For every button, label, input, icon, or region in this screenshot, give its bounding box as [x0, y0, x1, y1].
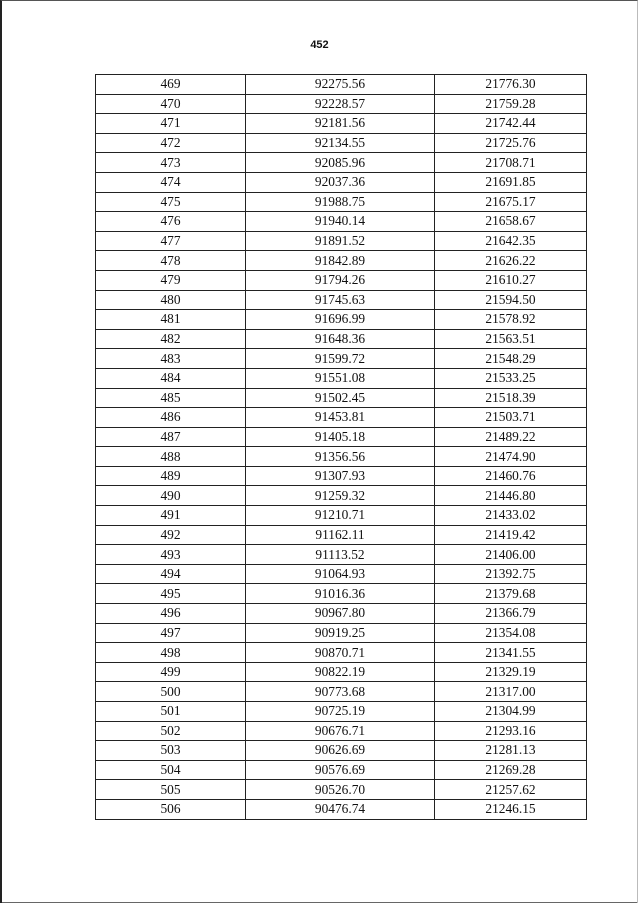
point-number-cell: 495 — [96, 584, 246, 604]
point-number-cell: 469 — [96, 75, 246, 95]
point-number-cell: 471 — [96, 114, 246, 134]
y-coordinate-cell: 21406.00 — [435, 545, 587, 565]
y-coordinate-cell: 21742.44 — [435, 114, 587, 134]
x-coordinate-cell: 90526.70 — [246, 780, 435, 800]
x-coordinate-cell: 90476.74 — [246, 799, 435, 819]
x-coordinate-cell: 91794.26 — [246, 270, 435, 290]
x-coordinate-cell: 91988.75 — [246, 192, 435, 212]
point-number-cell: 505 — [96, 780, 246, 800]
y-coordinate-cell: 21563.51 — [435, 329, 587, 349]
y-coordinate-cell: 21474.90 — [435, 447, 587, 467]
table-row — [96, 466, 587, 486]
table-row — [96, 212, 587, 232]
x-coordinate-cell: 92275.56 — [246, 75, 435, 95]
table-row — [96, 290, 587, 310]
y-coordinate-cell: 21626.22 — [435, 251, 587, 271]
table-row — [96, 388, 587, 408]
y-coordinate-cell: 21281.13 — [435, 741, 587, 761]
y-coordinate-cell: 21776.30 — [435, 75, 587, 95]
table-row — [96, 545, 587, 565]
point-number-cell: 483 — [96, 349, 246, 369]
table-row — [96, 486, 587, 506]
x-coordinate-cell: 91453.81 — [246, 408, 435, 428]
x-coordinate-cell: 91599.72 — [246, 349, 435, 369]
x-coordinate-cell: 91502.45 — [246, 388, 435, 408]
y-coordinate-cell: 21293.16 — [435, 721, 587, 741]
table-row — [96, 192, 587, 212]
x-coordinate-cell: 90870.71 — [246, 643, 435, 663]
point-number-cell: 499 — [96, 662, 246, 682]
x-coordinate-cell: 90676.71 — [246, 721, 435, 741]
x-coordinate-cell: 90967.80 — [246, 604, 435, 624]
x-coordinate-cell: 91940.14 — [246, 212, 435, 232]
x-coordinate-cell: 91307.93 — [246, 466, 435, 486]
y-coordinate-cell: 21433.02 — [435, 506, 587, 526]
table-row — [96, 310, 587, 330]
x-coordinate-cell: 91064.93 — [246, 564, 435, 584]
x-coordinate-cell: 90919.25 — [246, 623, 435, 643]
y-coordinate-cell: 21594.50 — [435, 290, 587, 310]
x-coordinate-cell: 92228.57 — [246, 94, 435, 114]
y-coordinate-cell: 21610.27 — [435, 270, 587, 290]
table-row — [96, 741, 587, 761]
point-number-cell: 473 — [96, 153, 246, 173]
table-row — [96, 114, 587, 134]
y-coordinate-cell: 21419.42 — [435, 525, 587, 545]
table-row — [96, 780, 587, 800]
point-number-cell: 475 — [96, 192, 246, 212]
point-number-cell: 506 — [96, 799, 246, 819]
point-number-cell: 497 — [96, 623, 246, 643]
x-coordinate-cell: 90626.69 — [246, 741, 435, 761]
table-row — [96, 682, 587, 702]
table-row — [96, 408, 587, 428]
table-row — [96, 368, 587, 388]
table-row — [96, 251, 587, 271]
table-row — [96, 721, 587, 741]
y-coordinate-cell: 21578.92 — [435, 310, 587, 330]
y-coordinate-cell: 21658.67 — [435, 212, 587, 232]
table-row — [96, 702, 587, 722]
table-row — [96, 447, 587, 467]
point-number-cell: 498 — [96, 643, 246, 663]
point-number-cell: 487 — [96, 427, 246, 447]
x-coordinate-cell: 90576.69 — [246, 760, 435, 780]
table-row — [96, 94, 587, 114]
y-coordinate-cell: 21759.28 — [435, 94, 587, 114]
x-coordinate-cell: 91891.52 — [246, 231, 435, 251]
y-coordinate-cell: 21548.29 — [435, 349, 587, 369]
table-row — [96, 153, 587, 173]
y-coordinate-cell: 21269.28 — [435, 760, 587, 780]
x-coordinate-cell: 91016.36 — [246, 584, 435, 604]
point-number-cell: 503 — [96, 741, 246, 761]
table-row — [96, 604, 587, 624]
x-coordinate-cell: 90822.19 — [246, 662, 435, 682]
y-coordinate-cell: 21708.71 — [435, 153, 587, 173]
table-row — [96, 270, 587, 290]
point-number-cell: 482 — [96, 329, 246, 349]
table-row — [96, 231, 587, 251]
table-row — [96, 662, 587, 682]
y-coordinate-cell: 21379.68 — [435, 584, 587, 604]
point-number-cell: 485 — [96, 388, 246, 408]
point-number-cell: 490 — [96, 486, 246, 506]
y-coordinate-cell: 21489.22 — [435, 427, 587, 447]
point-number-cell: 504 — [96, 760, 246, 780]
point-number-cell: 478 — [96, 251, 246, 271]
table-row — [96, 427, 587, 447]
point-number-cell: 493 — [96, 545, 246, 565]
point-number-cell: 500 — [96, 682, 246, 702]
table-row — [96, 329, 587, 349]
x-coordinate-cell: 91162.11 — [246, 525, 435, 545]
y-coordinate-cell: 21317.00 — [435, 682, 587, 702]
point-number-cell: 470 — [96, 94, 246, 114]
y-coordinate-cell: 21533.25 — [435, 368, 587, 388]
page-bottom-edge — [2, 902, 637, 903]
y-coordinate-cell: 21446.80 — [435, 486, 587, 506]
y-coordinate-cell: 21725.76 — [435, 133, 587, 153]
table-row — [96, 799, 587, 819]
point-number-cell: 484 — [96, 368, 246, 388]
point-number-cell: 479 — [96, 270, 246, 290]
x-coordinate-cell: 91113.52 — [246, 545, 435, 565]
y-coordinate-cell: 21329.19 — [435, 662, 587, 682]
point-number-cell: 502 — [96, 721, 246, 741]
table-row — [96, 643, 587, 663]
y-coordinate-cell: 21503.71 — [435, 408, 587, 428]
x-coordinate-cell: 90725.19 — [246, 702, 435, 722]
y-coordinate-cell: 21246.15 — [435, 799, 587, 819]
x-coordinate-cell: 91356.56 — [246, 447, 435, 467]
x-coordinate-cell: 91259.32 — [246, 486, 435, 506]
y-coordinate-cell: 21304.99 — [435, 702, 587, 722]
x-coordinate-cell: 91405.18 — [246, 427, 435, 447]
point-number-cell: 476 — [96, 212, 246, 232]
x-coordinate-cell: 91842.89 — [246, 251, 435, 271]
table-row — [96, 172, 587, 192]
point-number-cell: 480 — [96, 290, 246, 310]
point-number-cell: 501 — [96, 702, 246, 722]
y-coordinate-cell: 21354.08 — [435, 623, 587, 643]
x-coordinate-cell: 92181.56 — [246, 114, 435, 134]
point-number-cell: 481 — [96, 310, 246, 330]
x-coordinate-cell: 91551.08 — [246, 368, 435, 388]
table-row — [96, 564, 587, 584]
y-coordinate-cell: 21642.35 — [435, 231, 587, 251]
x-coordinate-cell: 91648.36 — [246, 329, 435, 349]
x-coordinate-cell: 91696.99 — [246, 310, 435, 330]
page-number: 452 — [310, 39, 329, 51]
point-number-cell: 494 — [96, 564, 246, 584]
table-row — [96, 760, 587, 780]
point-number-cell: 496 — [96, 604, 246, 624]
y-coordinate-cell: 21341.55 — [435, 643, 587, 663]
table-row — [96, 349, 587, 369]
x-coordinate-cell: 91745.63 — [246, 290, 435, 310]
x-coordinate-cell: 90773.68 — [246, 682, 435, 702]
point-number-cell: 489 — [96, 466, 246, 486]
coordinate-table — [95, 74, 587, 820]
table-row — [96, 525, 587, 545]
point-number-cell: 492 — [96, 525, 246, 545]
y-coordinate-cell: 21518.39 — [435, 388, 587, 408]
point-number-cell: 491 — [96, 506, 246, 526]
y-coordinate-cell: 21675.17 — [435, 192, 587, 212]
table-row — [96, 584, 587, 604]
table-row — [96, 75, 587, 95]
table-row — [96, 506, 587, 526]
y-coordinate-cell: 21392.75 — [435, 564, 587, 584]
y-coordinate-cell: 21691.85 — [435, 172, 587, 192]
table-row — [96, 133, 587, 153]
x-coordinate-cell: 91210.71 — [246, 506, 435, 526]
y-coordinate-cell: 21460.76 — [435, 466, 587, 486]
y-coordinate-cell: 21257.62 — [435, 780, 587, 800]
point-number-cell: 477 — [96, 231, 246, 251]
point-number-cell: 474 — [96, 172, 246, 192]
table-body — [96, 75, 587, 820]
table-row — [96, 623, 587, 643]
x-coordinate-cell: 92037.36 — [246, 172, 435, 192]
x-coordinate-cell: 92134.55 — [246, 133, 435, 153]
point-number-cell: 486 — [96, 408, 246, 428]
y-coordinate-cell: 21366.79 — [435, 604, 587, 624]
x-coordinate-cell: 92085.96 — [246, 153, 435, 173]
point-number-cell: 488 — [96, 447, 246, 467]
point-number-cell: 472 — [96, 133, 246, 153]
